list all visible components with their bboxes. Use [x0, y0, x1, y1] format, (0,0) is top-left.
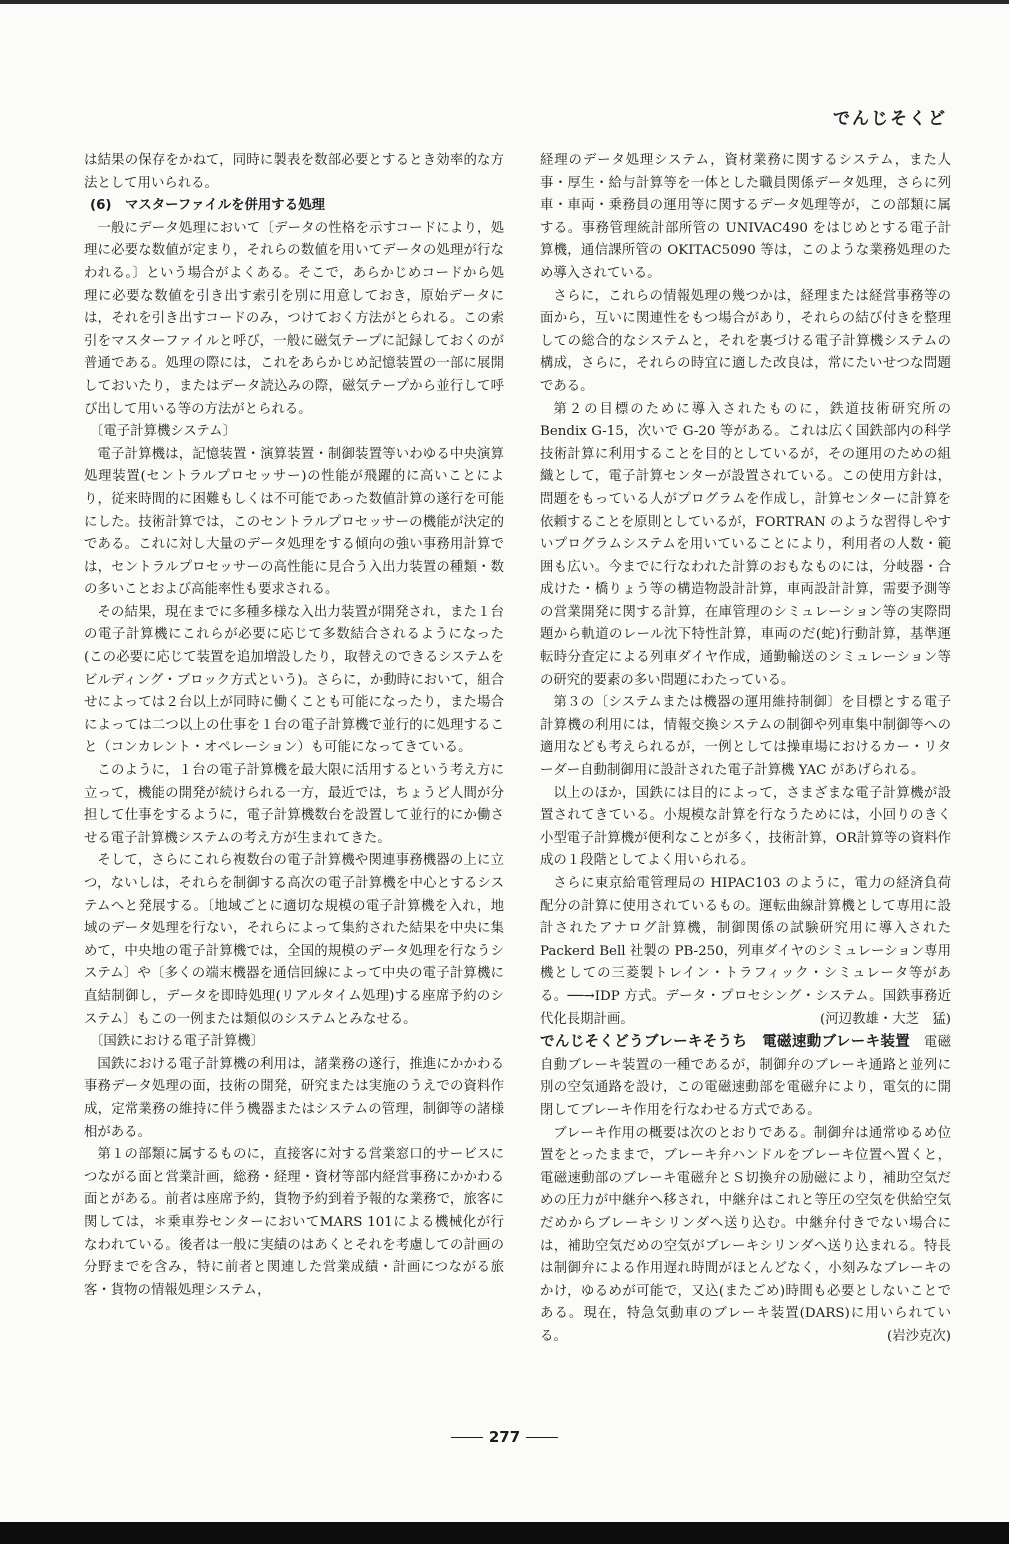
- top-rule: [0, 0, 1009, 4]
- section-heading: 〔国鉄における電子計算機〕: [90, 1034, 265, 1050]
- paragraph: 第２の目標のために導入されたものに，鉄道技術研究所の Bendix G-15，次いで G-20 等がある。これは広く国鉄部内の科学技術計算に利用することを目的としているが，その運用のための組織として，電子計算センターが設置されている。この使用方針は，問題をもっている人がプログラムを作成し，計算センターに計算を依頼することを原則としているが，FORTRAN のような習得しやすいプログラムシステムを用いていることにより，利用者の人数・範囲も広い。今までに行なわれた計算のおもなものには，分岐器・合成けた・橋りょう等の構造物設計計算，車両設計計算，需要予測等の営業開発に関する計算，在庫管理のシミュレーション等の実際問題から軌道のレール沈下特性計算，車両のだ(蛇)行動計算，基準運転時分査定による列車ダイヤ作成，通勤輸送のシミュレーション等の研究的要素の多い問題にわたっている。: [540, 401, 951, 688]
- paragraph: その結果，現在までに多種多様な入出力装置が開発され，また１台の電子計算機にこれらが必要に応じて多数結合されるようになった(この必要に応じて装置を追加増設したり，取替えのできるシステムをビルディング・ブロック方式という)。さらに，か動時において，組合せによっては２台以上が同時に働くことも可能になったり，また場合によっては二つ以上の仕事を１台の電子計算機で並行的に処理すること（コンカレント・オペレーション）も可能になってきている。: [84, 604, 504, 756]
- paragraph-text: さらに東京給電管理局の HIPAC103 のように，電力の経済負荷配分の計算に使用されているもの。運転曲線計算機として専用に設計されたアナログ計算機，制御関係の試験研究用に導入された Packerd Bell 社製の PB-250，列車ダイヤのシミュレーション専用機としての三菱製トレイン・トラフィック・シミュレータ等がある。──→IDP 方式。データ・プロセシング・システム。国鉄事務近代化長期計画。: [540, 876, 951, 1027]
- paragraph: 経理のデータ処理システム，資材業務に関するシステム，また人事・厚生・給与計算等を一体とした職員関係データ処理，さらに列車・車両・乗務員の運用等に関するデータ処理等が，この部類に属する。事務管理統計部所管の UNIVAC490 をはじめとする電子計算機，通信課所管の OKITAC5090 等は，このような業務処理のため導入されている。: [540, 153, 951, 281]
- bottom-scan-edge: [0, 1522, 1009, 1544]
- paragraph: 電子計算機は，記憶装置・演算装置・制御装置等いわゆる中央演算処理装置(セントラルプロセッサー)の性能が飛躍的に高いことにより，従来時間的に困難もしくは不可能であった数値計算の遂行を可能にした。技術計算では，このセントラルプロセッサーの機能が決定的である。これに対し大量のデータ処理をする傾向の強い事務用計算では，セントラルプロセッサーの高性能に見合う入出力装置の種類・数の多いことおよび高能率性も要求される。: [84, 446, 504, 598]
- entry-text: 電磁自動ブレーキ装置の一種であるが，制御弁のブレーキ通路と並列に別の空気通路を設け，この電磁速動部を電磁弁により，電気的に開閉してブレーキ作用を行なわせる方式である。: [540, 1035, 952, 1118]
- page-number: 277: [488, 1428, 521, 1446]
- author-credit: (岩沙克次): [886, 1328, 951, 1344]
- paragraph: 一般にデータ処理において〔データの性格を示すコードにより，処理に必要な数値が定まり，それらの数値を用いてデータの処理が行なわれる。〕という場合がよくある。そこで，あらかじめコードから処理に必要な数値を引き出す索引を別に用意しておき，原始データには，それを引き出すコードのみ，つけておく方法がとられる。この索引をマスターファイルと呼び，一般に磁気テープに記録しておくのが普通である。処理の際には，これをあらかじめ記憶装置の一部に展開しておいたり，またはデータ読込みの際，磁気テープから並行して呼び出して用いる等の方法がとられる。: [84, 220, 504, 417]
- entry-headword: でんじそくどうブレーキそうち 電磁速動ブレーキ装置: [540, 1034, 911, 1051]
- section-heading: 〔電子計算機システム〕: [90, 424, 236, 440]
- right-column: [540, 150, 951, 1348]
- left-column: [84, 150, 504, 1302]
- dictionary-entry: [540, 1031, 951, 1122]
- author-credit: (河辺教雄・大芝 猛): [820, 1011, 951, 1027]
- paragraph-text: ブレーキ作用の概要は次のとおりである。制御弁は通常ゆるめ位置をとったままで，ブレーキ弁ハンドルをブレーキ位置へ置くと，電磁速動部のブレーキ電磁弁とＳ切換弁の励磁により，補助空気だめの圧力が中継弁へ移され，中継弁はこれと等圧の空気を供給空気だめからブレーキシリンダへ送り込む。中継弁付きでない場合には，補助空気だめの空気がブレーキシリンダへ送り込まれる。特長は制御弁による作用遅れ時間がほとんどなく，小刻みなブレーキのかけ，ゆるめが可能で，又込(またごめ)時間も必要としないことである。現在，特急気動車のブレーキ装置(DARS)に用いられている。: [540, 1125, 951, 1344]
- paragraph: 第３の〔システムまたは機器の運用維持制御〕を目標とする電子計算機の利用には，情報交換システムの制御や列車集中制御等への適用なども考えられるが，一例としては操車場におけるカー・リターダー自動制御用に設計された電子計算機 YAC があげられる。: [540, 695, 951, 779]
- dash-left: [451, 1437, 483, 1438]
- dash-right: [526, 1437, 558, 1438]
- subsection-heading: (6) マスターファイルを併用する処理: [90, 198, 325, 214]
- running-head: でんじそくど: [833, 109, 947, 129]
- paragraph: 第１の部類に属するものに，直接客に対する営業窓口的サービスにつながる面と営業計画，総務・経理・資材等部内経営事務にかかわる面とがある。前者は座席予約，貨物予約到着予報的な業務で，旅客に関しては，＊乗車券センターにおいてMARS 101による機械化が行なわれている。後者は一般に実績のはあくとそれを考慮しての計画の分野までを含み，特に前者と関連した営業成績・計画につながる旅客・貨物の情報処理システム，: [84, 1147, 504, 1298]
- paragraph: そして，さらにこれら複数台の電子計算機や関連事務機器の上に立つ，ないしは，それらを制御する高次の電子計算機を中心とするシステムへと発展する。〔地域ごとに適切な規模の電子計算機を入れ，地域のデータ処理を行ない，それらによって集約された結果を中央に集めて，中央地の電子計算機では，全国的規模のデータ処理を行なうシステム〕や〔多くの端末機器を通信回線によって中央の電子計算機に直結制御し，データを即時処理(リアルタイム処理)する座席予約のシステム〕もこの一例または類似のシステムとみなせる。: [84, 853, 504, 1027]
- paragraph-with-author: [540, 1123, 951, 1349]
- paragraph: 以上のほか，国鉄には目的によって，さまざまな電子計算機が設置されてきている。小規模な計算を行なうためには，小回りのきく小型電子計算機が便利なことが多く，技術計算，OR計算等の資料作成の１段階としてよく用いられる。: [540, 785, 951, 869]
- page-number-row: [0, 1428, 1009, 1446]
- paragraph: 国鉄における電子計算機の利用は，諸業務の遂行，推進にかかわる事務データ処理の面，技術の開発，研究または実施のうえでの資料作成，定常業務の維持に伴う機器またはシステムの管理，制御等の諸様相がある。: [84, 1056, 504, 1140]
- paragraph: このように，１台の電子計算機を最大限に活用するという考え方に立って，機能の開発が続けられる一方，最近では，ちょうど人間が分担して仕事をするように，電子計算機数台を設置して並行的にか働させる電子計算機システムの考え方が生まれてきた。: [84, 763, 504, 846]
- paragraph-with-author: [540, 873, 951, 1031]
- paragraph: は結果の保存をかねて，同時に製表を数部必要とするとき効率的な方法として用いられる。: [84, 153, 504, 191]
- paragraph: さらに，これらの情報処理の幾つかは，経理または経営事務等の面から，互いに関連性をもつ場合があり，それらの結び付きを整理しての総合的なシステムと，それを裏づける電子計算機システムの構成，さらに，それらの時宜に適した改良は，常にたいせつな問題である。: [540, 288, 951, 394]
